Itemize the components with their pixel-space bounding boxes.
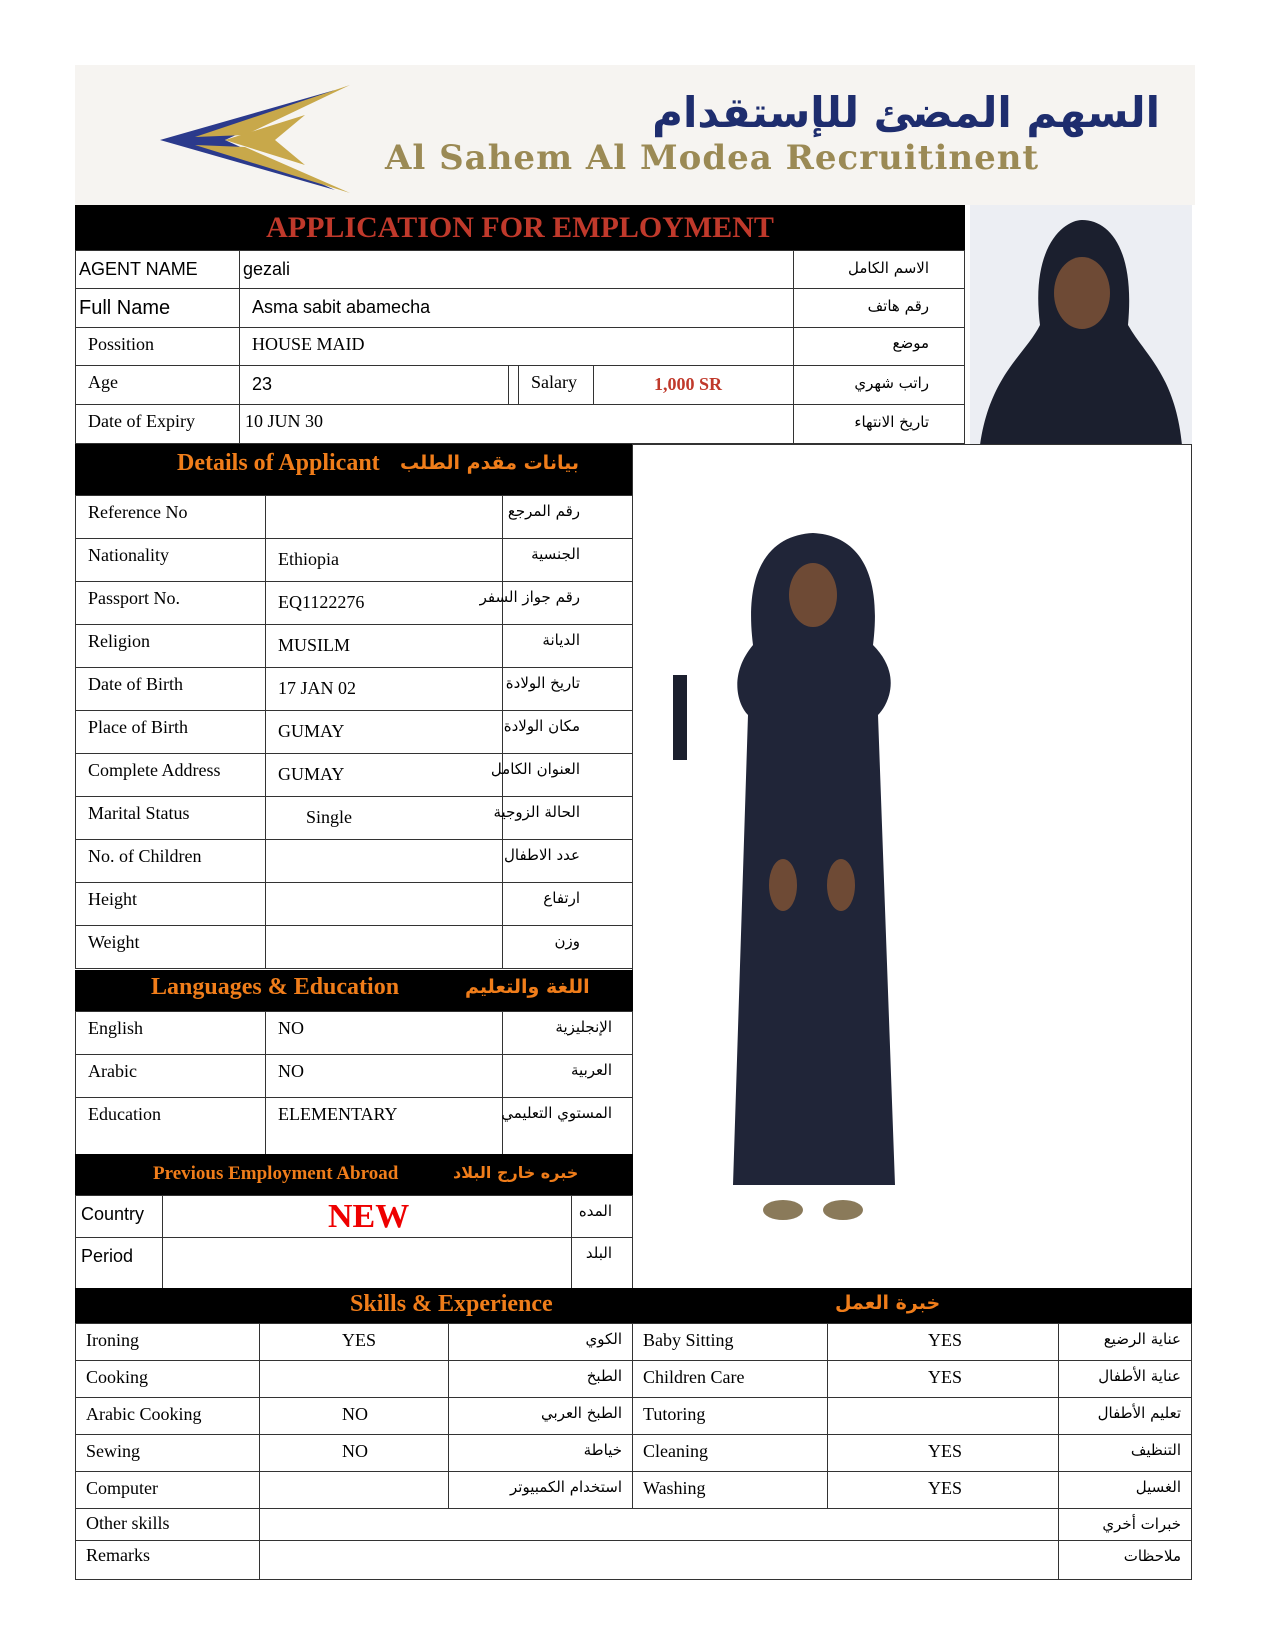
skill-r-ar-3: التنظيف: [1130, 1441, 1181, 1459]
details-label-5-cell: [75, 710, 266, 754]
skill-r-label-4: Washing: [643, 1478, 706, 1498]
skill-r-label-2-cell: [632, 1397, 828, 1435]
skill-l-value-0-cell: [259, 1323, 449, 1361]
details-label-0: Reference No: [88, 502, 188, 522]
details-ar-3-cell: [502, 624, 633, 668]
lang-ar-0: الإنجليزية: [555, 1018, 612, 1036]
salary-value: 1,000 SR: [654, 374, 723, 394]
languages-heading-bar: [75, 970, 633, 1012]
skill-r-value-4: YES: [928, 1478, 963, 1498]
details-ar-9: ارتفاع: [543, 889, 580, 907]
position-label-cell: [75, 327, 240, 366]
lang-ar-2: المستوي التعليمي: [501, 1104, 612, 1122]
country-ar-cell: [571, 1195, 633, 1238]
details-ar-1-cell: [502, 538, 633, 582]
details-label-4-cell: [75, 667, 266, 711]
agent-value: gezali: [243, 259, 291, 279]
lang-ar-1-cell: [502, 1054, 633, 1098]
logo-arabic-text: السهم المضئ للإستقدام: [652, 88, 1160, 137]
skill-r-value-2-cell: [827, 1397, 1059, 1435]
full-body-photo: [632, 444, 1192, 1289]
skill-l-ar-1-cell: [448, 1360, 633, 1398]
skill-r-value-0-cell: [827, 1323, 1059, 1361]
details-label-5: Place of Birth: [88, 717, 188, 737]
skill-r-value-3-cell: [827, 1434, 1059, 1472]
skill-r-ar-4-cell: [1058, 1471, 1192, 1509]
skill-r-ar-1-cell: [1058, 1360, 1192, 1398]
period-label: Period: [81, 1246, 134, 1266]
skills-heading-bar: [75, 1288, 1192, 1324]
portrait-avatar-icon: [970, 205, 1192, 445]
country-value-cell: [162, 1195, 572, 1238]
remarks-ar: ملاحظات: [1123, 1547, 1181, 1565]
details-value-2: EQ1122276: [278, 592, 365, 612]
lang-value-1-cell: [265, 1054, 503, 1098]
skill-r-value-1-cell: [827, 1360, 1059, 1398]
details-ar-9-cell: [502, 882, 633, 926]
skill-r-ar-2: تعليم الأطفال: [1097, 1404, 1181, 1422]
skill-l-label-0-cell: [75, 1323, 260, 1361]
period-label-cell: [75, 1237, 163, 1289]
details-heading-ar: بيانات مقدم الطلب: [400, 452, 579, 474]
skill-l-ar-2-cell: [448, 1397, 633, 1435]
skill-l-ar-2: الطبخ العربي: [541, 1404, 622, 1422]
details-value-7-cell: [265, 796, 503, 840]
details-label-1: Nationality: [88, 545, 169, 565]
skill-l-ar-4: استخدام الكمبيوتر: [510, 1478, 622, 1496]
details-value-1: Ethiopia: [278, 549, 339, 569]
other-skills-ar: خبرات أخري: [1102, 1515, 1181, 1533]
lang-ar-2-cell: [502, 1097, 633, 1156]
period-ar: البلد: [585, 1244, 612, 1262]
skill-l-label-0: Ironing: [86, 1330, 139, 1350]
position-ar: موضع: [892, 334, 929, 352]
expiry-ar: تاريخ الانتهاء: [854, 413, 929, 431]
name-ar-cell: [793, 288, 965, 328]
details-ar-7: الحالة الزوجية: [493, 803, 580, 821]
details-ar-6: العنوان الكامل: [490, 760, 580, 778]
skill-r-ar-2-cell: [1058, 1397, 1192, 1435]
details-value-9-cell: [265, 882, 503, 926]
details-label-2-cell: [75, 581, 266, 625]
details-ar-7-cell: [493, 796, 633, 840]
lang-value-1: NO: [278, 1061, 304, 1081]
lang-value-2-cell: [265, 1097, 503, 1156]
skill-l-label-4-cell: [75, 1471, 260, 1509]
lang-label-0: English: [88, 1018, 144, 1038]
skill-l-label-3-cell: [75, 1434, 260, 1472]
details-value-5-cell: [265, 710, 503, 754]
details-value-2-cell: [265, 581, 503, 625]
languages-heading-en: Languages & Education: [151, 974, 400, 1000]
position-value: HOUSE MAID: [252, 334, 365, 354]
portrait-photo: [970, 205, 1192, 445]
skill-r-value-1: YES: [928, 1367, 963, 1387]
details-label-6-cell: [75, 753, 266, 797]
skill-l-ar-0-cell: [448, 1323, 633, 1361]
expiry-label: Date of Expiry: [88, 411, 195, 431]
skills-heading-ar: خبرة العمل: [835, 1292, 941, 1314]
previous-heading-ar: خبره خارج البلاد: [453, 1163, 579, 1182]
details-label-4: Date of Birth: [88, 674, 183, 694]
skill-l-ar-4-cell: [448, 1471, 633, 1509]
salary-value-cell: [593, 365, 794, 405]
expiry-value: 10 JUN 30: [245, 411, 324, 431]
details-ar-4-cell: [502, 667, 633, 711]
skill-l-ar-3-cell: [448, 1434, 633, 1472]
expiry-label-cell: [75, 404, 240, 444]
country-label-cell: [75, 1195, 163, 1238]
skill-r-value-4-cell: [827, 1471, 1059, 1509]
details-ar-5-cell: [502, 710, 633, 754]
skill-l-value-1-cell: [259, 1360, 449, 1398]
skill-r-value-0: YES: [928, 1330, 963, 1350]
lang-ar-1: العربية: [571, 1061, 612, 1079]
skill-r-label-1-cell: [632, 1360, 828, 1398]
details-ar-1: الجنسية: [531, 545, 580, 563]
details-value-10-cell: [265, 925, 503, 969]
details-ar-10-cell: [502, 925, 633, 969]
skill-l-label-4: Computer: [86, 1478, 158, 1498]
remarks-label-cell: [75, 1540, 260, 1580]
skill-l-label-2-cell: [75, 1397, 260, 1435]
salary-ar-cell: [793, 365, 965, 405]
expiry-ar-cell: [793, 404, 965, 444]
details-ar-5: مكان الولادة: [503, 717, 580, 735]
other-skills-value-cell: [259, 1508, 1059, 1541]
lang-label-1-cell: [75, 1054, 266, 1098]
other-skills-label-cell: [75, 1508, 260, 1541]
skill-r-ar-3-cell: [1058, 1434, 1192, 1472]
skill-l-label-2: Arabic Cooking: [86, 1404, 202, 1424]
age-value: 23: [252, 374, 273, 394]
details-value-6: GUMAY: [278, 764, 345, 784]
period-value-cell: [162, 1237, 572, 1289]
remarks-label: Remarks: [86, 1545, 150, 1565]
skill-r-ar-0: عناية الرضيع: [1103, 1330, 1181, 1348]
lang-label-2-cell: [75, 1097, 266, 1156]
skill-l-label-3: Sewing: [86, 1441, 140, 1461]
details-label-9: Height: [88, 889, 137, 909]
skill-r-label-4-cell: [632, 1471, 828, 1509]
full-body-figure-icon: [633, 445, 1193, 1290]
other-skills-ar-cell: [1058, 1508, 1192, 1541]
skill-r-label-1: Children Care: [643, 1367, 745, 1387]
previous-heading-bar: [75, 1154, 633, 1196]
details-ar-2: رقم جواز السفر: [479, 588, 580, 606]
details-value-0-cell: [265, 495, 503, 539]
details-value-7: Single: [306, 807, 353, 827]
lang-label-0-cell: [75, 1011, 266, 1055]
details-value-6-cell: [265, 753, 503, 797]
lang-label-2: Education: [88, 1104, 161, 1124]
details-ar-10: وزن: [554, 932, 580, 950]
skill-l-label-1: Cooking: [86, 1367, 149, 1387]
name-label: Full Name: [79, 297, 171, 319]
details-ar-0: رقم المرجع: [507, 502, 580, 520]
details-label-1-cell: [75, 538, 266, 582]
previous-heading-en: Previous Employment Abroad: [153, 1163, 399, 1184]
position-ar-cell: [793, 327, 965, 366]
lang-value-0-cell: [265, 1011, 503, 1055]
skill-r-value-3: YES: [928, 1441, 963, 1461]
skill-l-value-2-cell: [259, 1397, 449, 1435]
skill-l-label-1-cell: [75, 1360, 260, 1398]
skill-r-label-3: Cleaning: [643, 1441, 708, 1461]
name-ar: رقم هاتف: [867, 297, 929, 315]
salary-label: Salary: [531, 372, 577, 392]
agent-value-cell: [239, 250, 794, 289]
name-value: Asma sabit abamecha: [252, 297, 431, 317]
country-label: Country: [81, 1204, 145, 1224]
details-ar-2-cell: [479, 581, 633, 625]
lang-label-1: Arabic: [88, 1061, 137, 1081]
skill-l-ar-1: الطبخ: [586, 1367, 622, 1385]
lang-ar-0-cell: [502, 1011, 633, 1055]
expiry-value-cell: [239, 404, 794, 444]
lang-value-0: NO: [278, 1018, 304, 1038]
details-label-8: No. of Children: [88, 846, 202, 866]
details-value-5: GUMAY: [278, 721, 345, 741]
skill-r-label-2: Tutoring: [643, 1404, 706, 1424]
languages-heading-ar: اللغة والتعليم: [465, 976, 590, 998]
age-value-cell: [239, 365, 509, 405]
skill-r-label-0-cell: [632, 1323, 828, 1361]
salary-ar: راتب شهري: [854, 374, 929, 392]
title-bar: [75, 205, 965, 250]
skill-r-label-0: Baby Sitting: [643, 1330, 734, 1350]
details-label-3-cell: [75, 624, 266, 668]
salary-label-cell: [518, 365, 594, 405]
details-label-8-cell: [75, 839, 266, 883]
country-ar: المده: [578, 1202, 612, 1220]
remarks-value-cell: [259, 1540, 1059, 1580]
details-label-6: Complete Address: [88, 760, 221, 780]
details-ar-0-cell: [502, 495, 633, 539]
details-value-4-cell: [265, 667, 503, 711]
skill-l-value-2: NO: [342, 1404, 368, 1424]
position-value-cell: [239, 327, 794, 366]
remarks-ar-cell: [1058, 1540, 1192, 1580]
details-value-3-cell: [265, 624, 503, 668]
agent-ar: الاسم الكامل: [847, 259, 929, 277]
skill-l-ar-3: خياطة: [583, 1441, 622, 1459]
details-value-1-cell: [265, 538, 503, 582]
details-label-10-cell: [75, 925, 266, 969]
lang-value-2: ELEMENTARY: [278, 1104, 398, 1124]
details-ar-4: تاريخ الولادة: [505, 674, 580, 692]
skill-r-ar-1: عناية الأطفال: [1098, 1367, 1181, 1385]
details-ar-8-cell: [502, 839, 633, 883]
details-value-4: 17 JAN 02: [278, 678, 357, 698]
arrow-logo-icon: [75, 65, 375, 205]
skill-r-ar-0-cell: [1058, 1323, 1192, 1361]
details-label-10: Weight: [88, 932, 140, 952]
skill-l-value-4-cell: [259, 1471, 449, 1509]
name-label-cell: [75, 288, 240, 328]
details-value-8-cell: [265, 839, 503, 883]
details-ar-3: الديانة: [542, 631, 580, 649]
details-ar-8: عدد الاطفال: [504, 846, 580, 864]
details-label-7-cell: [75, 796, 266, 840]
skill-l-value-3-cell: [259, 1434, 449, 1472]
details-heading-bar: [75, 444, 633, 496]
details-label-2: Passport No.: [88, 588, 181, 608]
name-value-cell: [239, 288, 794, 328]
details-ar-6-cell: [490, 753, 633, 797]
details-value-3: MUSILM: [278, 635, 351, 655]
page-title: APPLICATION FOR EMPLOYMENT: [266, 211, 774, 244]
age-label-cell: [75, 365, 240, 405]
skills-heading-en: Skills & Experience: [350, 1291, 553, 1317]
skill-l-value-3: NO: [342, 1441, 368, 1461]
agent-ar-cell: [793, 250, 965, 289]
skill-l-ar-0: الكوي: [585, 1330, 622, 1348]
period-ar-cell: [571, 1237, 633, 1289]
details-label-7: Marital Status: [88, 803, 190, 823]
agent-label: AGENT NAME: [79, 259, 198, 279]
position-label: Possition: [88, 334, 155, 354]
age-label: Age: [88, 372, 118, 392]
country-value: NEW: [328, 1198, 410, 1235]
skill-r-label-3-cell: [632, 1434, 828, 1472]
skill-r-ar-4: الغسيل: [1135, 1478, 1181, 1496]
other-skills-label: Other skills: [86, 1513, 170, 1533]
details-heading-en: Details of Applicant: [177, 450, 380, 476]
details-label-3: Religion: [88, 631, 150, 651]
agent-label-cell: [75, 250, 240, 289]
details-label-9-cell: [75, 882, 266, 926]
details-label-0-cell: [75, 495, 266, 539]
skill-l-value-0: YES: [342, 1330, 377, 1350]
logo-english-text: Al Sahem Al Modea Recruitinent: [385, 138, 1040, 178]
